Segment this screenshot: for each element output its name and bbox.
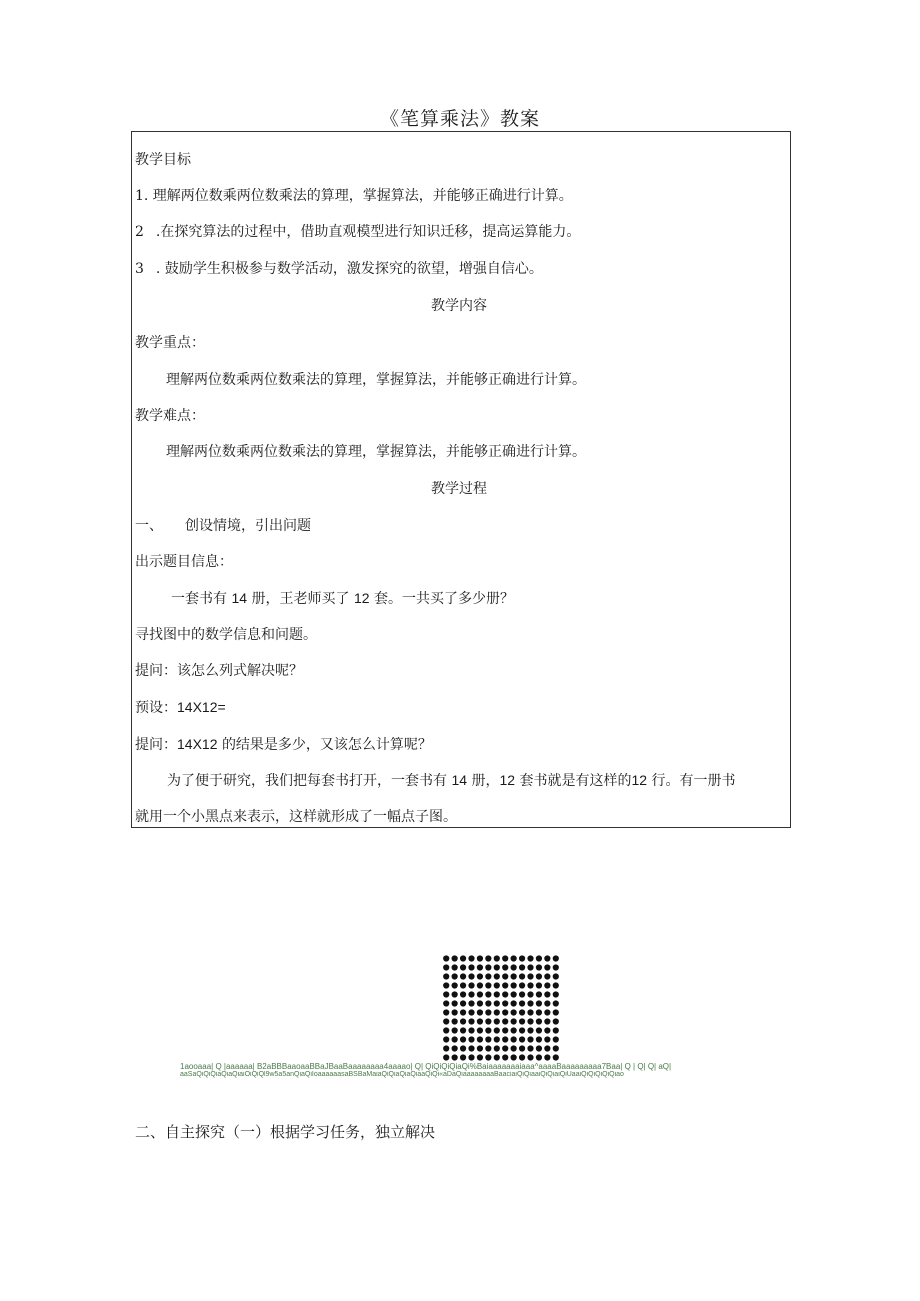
explanation-text-c: 套书就是有这样的 [519,773,632,789]
problem-number-b: 12 [353,590,370,606]
dot [494,1018,500,1024]
dot [553,1036,559,1042]
dot [494,1027,500,1033]
dot [460,1018,466,1024]
dot [494,1054,500,1060]
show-info-label: 出示题目信息： [135,554,233,570]
step-2: 二、自主探究（一）根据学习任务，独立解决 [135,1123,436,1141]
dot [477,964,483,970]
preset-expression: 14X12= [177,699,226,715]
dot [511,1045,517,1051]
dot [527,1009,533,1015]
question-2-text: 的结果是多少，又该怎么计算呢？ [221,737,432,753]
dot [511,991,517,997]
question-2-label: 提问： [135,737,177,753]
dot [468,1009,474,1015]
dot [536,1018,542,1024]
dot [468,1018,474,1024]
dot [477,1054,483,1060]
dot [477,991,483,997]
find-info: 寻找图中的数学信息和问题。 [135,627,317,643]
dot [553,1018,559,1024]
dot [519,1036,525,1042]
dot [511,1054,517,1060]
dot [536,1000,542,1006]
explanation-text-a: 为了便于研究，我们把每套书打开，一套书有 [167,773,447,789]
figure-caption-line-2: aaSaQiQiQiaQiaQiaiOiQiQl9w5a5anQiaQiIoaaaaaasaBSBaMaiaQiQiaQiaQiaaQiQi«aDaQiaaaaaaaaBaaciaiQiQiaaiQiQiaiQiUaaiQiQiQiQiQiao [180,1071,624,1078]
dot [460,1045,466,1051]
objective-3 [135,258,543,278]
dot [443,991,449,997]
dot [553,1000,559,1006]
question-2 [135,734,432,754]
dot [452,964,458,970]
dot [485,1000,491,1006]
objective-2-number: 2 [135,224,144,240]
dot [519,1018,525,1024]
dot [494,1000,500,1006]
dot [452,982,458,988]
dot [527,1027,533,1033]
dot [519,1027,525,1033]
objective-2 [135,221,580,241]
dot [468,991,474,997]
dot [511,973,517,979]
dot [443,982,449,988]
dot [511,1036,517,1042]
dot [477,1045,483,1051]
dot [536,991,542,997]
dot [527,964,533,970]
dot [485,964,491,970]
dot [519,964,525,970]
dot [443,1027,449,1033]
dot [536,982,542,988]
dot [544,964,550,970]
dot [443,1000,449,1006]
dot [544,1000,550,1006]
dot [468,1036,474,1042]
dot [477,1009,483,1015]
dot [468,982,474,988]
dot [494,982,500,988]
dot [443,1054,449,1060]
dot [485,1045,491,1051]
dot [494,1036,500,1042]
objectives-heading: 教学目标 [135,152,191,168]
dot [460,964,466,970]
dot [468,955,474,961]
dot [544,1027,550,1033]
explanation-number-b: 12 [499,772,516,788]
dot [527,973,533,979]
process-heading: 教学过程 [431,481,487,497]
dot [544,982,550,988]
dot [502,1054,508,1060]
dot [468,964,474,970]
dot [477,1018,483,1024]
explanation-text-b: 册， [471,773,500,789]
dot [443,1018,449,1024]
dot [452,991,458,997]
dot [485,982,491,988]
dot [527,1045,533,1051]
dot [452,1054,458,1060]
key-point-text: 理解两位数乘两位数乘法的算理，掌握算法，并能够正确进行计算。 [166,372,586,388]
dot [502,1018,508,1024]
dot [452,1045,458,1051]
dot [477,1000,483,1006]
dot [485,955,491,961]
dot [527,991,533,997]
explanation-text-d: 行。有一册书 [651,773,736,789]
problem-number-a: 14 [231,590,248,606]
dot [544,1009,550,1015]
dot [544,1018,550,1024]
dot [468,973,474,979]
dot [527,1036,533,1042]
dot [553,955,559,961]
dot [494,991,500,997]
figure-caption-line-1: 1aooaaa| Q |aaaaaa| B2aBBBaaoaaBBaJBaaBaaaaaaaa4aaaao| Q| QiQiQiQiaQi%Baiaaaaaaaiaaa^aaaaBaaaaaaaaa7Baa| Q | Q| Q| aQ| [180,1062,672,1071]
dot [536,1009,542,1015]
dot [502,982,508,988]
dot-array-figure [442,954,560,1062]
dot [519,1054,525,1060]
dot [536,1027,542,1033]
question-2-expression: 14X12 [177,736,218,752]
dot [477,1036,483,1042]
dot [544,1036,550,1042]
dot [502,973,508,979]
dot [443,964,449,970]
dot [460,955,466,961]
dot [460,1027,466,1033]
key-point-label: 教学重点： [135,335,205,351]
dot [536,964,542,970]
explanation-number-c: 12 [631,772,648,788]
dot [519,973,525,979]
problem-text-c: 套。一共买了多少册？ [373,591,514,607]
dot [519,955,525,961]
dot [460,982,466,988]
preset-label: 预设： [135,700,177,716]
dot [485,973,491,979]
dot [443,955,449,961]
dot [536,973,542,979]
explanation-line-2: 就用一个小黑点来表示，这样就形成了一幅点子图。 [135,809,457,825]
word-problem [171,588,514,608]
dot [452,1018,458,1024]
dot [502,955,508,961]
dot [502,964,508,970]
dot [553,973,559,979]
step-1-number: 一、 [135,518,163,534]
difficulty-label: 教学难点： [135,408,205,424]
dot [511,1009,517,1015]
dot [460,1009,466,1015]
dot [553,1027,559,1033]
dot [502,1036,508,1042]
dot [485,1027,491,1033]
dot [468,1054,474,1060]
dot [519,991,525,997]
dot [477,973,483,979]
dot [443,973,449,979]
dot [536,1036,542,1042]
dot [502,1027,508,1033]
dot [511,1027,517,1033]
dot [527,955,533,961]
dot [468,1045,474,1051]
dot [527,1000,533,1006]
objective-1: 1. 理解两位数乘两位数乘法的算理，掌握算法，并能够正确进行计算。 [135,188,573,204]
dot [544,955,550,961]
dot [544,1054,550,1060]
dot [502,1000,508,1006]
document-title: 《笔算乘法》教案 [379,108,540,130]
dot [452,1036,458,1042]
dot [544,1045,550,1051]
dot [502,1045,508,1051]
dot [536,1045,542,1051]
dot [527,1018,533,1024]
dot [485,1018,491,1024]
content-heading: 教学内容 [431,298,487,314]
dot [511,1018,517,1024]
dot [519,1045,525,1051]
dot [494,955,500,961]
objective-2-text: .在探究算法的过程中，借助直观模型进行知识迁移，提高运算能力。 [155,224,581,240]
dot [477,1027,483,1033]
difficulty-text: 理解两位数乘两位数乘法的算理，掌握算法，并能够正确进行计算。 [166,444,586,460]
dot [527,982,533,988]
dot [485,1009,491,1015]
dot [485,1036,491,1042]
dot [477,982,483,988]
dot [452,1009,458,1015]
explanation-line-1 [167,770,736,790]
dot [452,1027,458,1033]
dot [511,964,517,970]
problem-text-a: 一套书有 [171,591,227,607]
dot [544,991,550,997]
dot [519,1000,525,1006]
dot [544,973,550,979]
dot [527,1054,533,1060]
problem-text-b: 册，王老师买了 [251,591,350,607]
dot [553,964,559,970]
dot [468,1000,474,1006]
dot [452,973,458,979]
dot [553,1045,559,1051]
dot [511,982,517,988]
dot [460,991,466,997]
dot [485,991,491,997]
dot [468,1027,474,1033]
dot [443,1045,449,1051]
dot [460,973,466,979]
dot [553,1054,559,1060]
dot [443,1036,449,1042]
dot [536,1054,542,1060]
dot [553,1009,559,1015]
step-1-title: 创设情境，引出问题 [185,518,311,534]
preset-answer [135,697,226,717]
dot [502,1009,508,1015]
dot [485,1054,491,1060]
dot [460,1054,466,1060]
dot [511,1000,517,1006]
dot [494,1045,500,1051]
dot [494,964,500,970]
question-1: 提问：该怎么列式解决呢？ [135,663,303,679]
dot [443,1009,449,1015]
dot [511,955,517,961]
dot [502,991,508,997]
dot [494,1009,500,1015]
dot [460,1036,466,1042]
dot [553,991,559,997]
dot [519,982,525,988]
explanation-number-a: 14 [451,772,468,788]
dot [494,973,500,979]
dot [477,955,483,961]
dot [452,955,458,961]
step-1 [135,515,311,535]
dot [452,1000,458,1006]
objective-3-number: 3 [135,261,144,277]
dot [553,982,559,988]
objective-3-text: . 鼓励学生积极参与数学活动，激发探究的欲望，增强自信心。 [155,261,543,277]
dot [536,955,542,961]
dot [519,1009,525,1015]
dot [460,1000,466,1006]
